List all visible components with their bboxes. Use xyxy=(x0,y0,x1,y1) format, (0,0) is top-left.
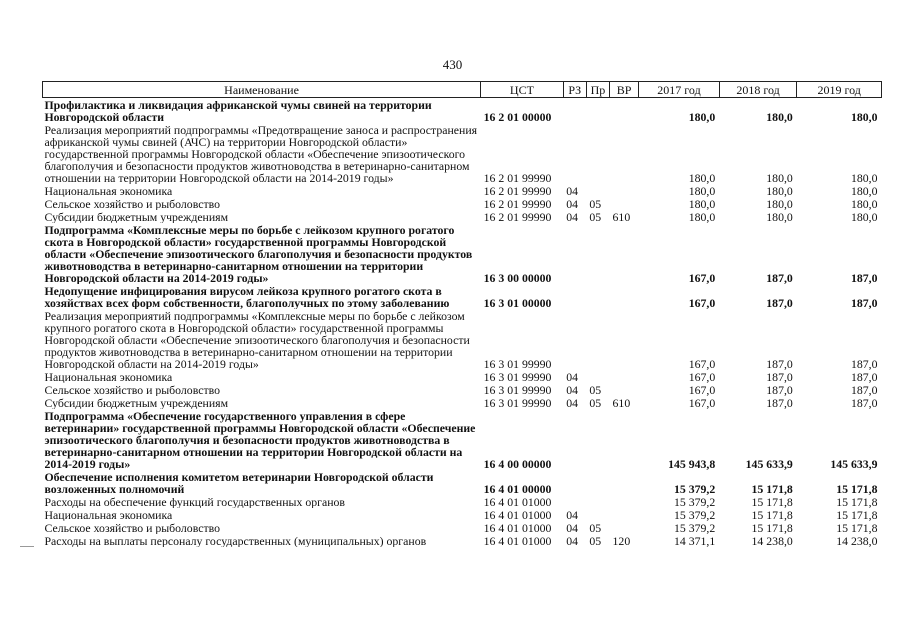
cell-y2018: 15 171,8 xyxy=(751,495,793,508)
cell-y2017: 145 943,8 xyxy=(668,457,716,470)
cell-y2019: 187,0 xyxy=(850,296,878,309)
cell-cst: 16 3 01 00000 xyxy=(483,296,552,309)
cell-cst: 16 4 01 01000 xyxy=(483,534,552,547)
cell-vr: 610 xyxy=(612,396,631,409)
cell-cst: 16 4 01 00000 xyxy=(483,482,552,495)
header-pr: Пр xyxy=(586,82,609,98)
cell-pr xyxy=(586,284,609,309)
cell-y2019: 145 633,9 xyxy=(830,457,878,470)
cell-y2017: 180,0 xyxy=(688,197,716,210)
cell-name: Подпрограмма «Обеспечение государственного управления в сфере ветеринарии» государственной программы Новгородской области «Обеспечение эпизоотического благополучия и безопасности продуктов животноводства в ветеринарно-санитарном отношении на территории Новгородской области на 2014-2019 годы» xyxy=(44,409,476,470)
cell-pr xyxy=(586,184,609,197)
table-row xyxy=(43,470,882,495)
cell-y2019: 187,0 xyxy=(850,370,878,383)
cell-y2017: 15 379,2 xyxy=(673,521,716,534)
table-row xyxy=(43,309,882,370)
cell-rz xyxy=(563,470,586,495)
page-number: 430 xyxy=(442,57,463,72)
cell-y2017: 167,0 xyxy=(688,370,716,383)
cell-y2017: 167,0 xyxy=(688,357,716,370)
cell-pr: 05 xyxy=(589,197,602,210)
cell-y2019: 14 238,0 xyxy=(836,534,878,547)
table-row xyxy=(43,383,882,396)
cell-rz: 04 xyxy=(566,197,578,210)
cell-vr xyxy=(610,309,639,370)
cell-cst: 16 2 01 99990 xyxy=(483,184,552,197)
cell-y2019: 187,0 xyxy=(850,383,878,396)
table-row xyxy=(43,396,882,409)
cell-vr xyxy=(610,184,639,197)
cell-rz: 04 xyxy=(566,508,578,521)
cell-pr xyxy=(586,309,609,370)
cell-rz xyxy=(563,223,586,284)
cell-vr xyxy=(610,495,639,508)
cell-y2018: 187,0 xyxy=(766,383,793,396)
cell-y2017: 180,0 xyxy=(688,184,716,197)
cell-name: Сельское хозяйство и рыболовство xyxy=(44,521,220,534)
table-body xyxy=(43,98,882,548)
cell-vr xyxy=(610,223,639,284)
cell-cst: 16 3 01 99990 xyxy=(483,370,552,383)
cell-y2019: 15 171,8 xyxy=(836,508,878,521)
cell-name: Профилактика и ликвидация африканской чумы свиней на территории Новгородской области xyxy=(44,98,432,123)
header-cst: ЦСТ xyxy=(481,82,564,98)
cell-y2017: 180,0 xyxy=(688,171,716,184)
cell-y2019: 15 171,8 xyxy=(836,495,878,508)
cell-y2018: 187,0 xyxy=(766,357,793,370)
table-row xyxy=(43,98,882,124)
cell-cst: 16 2 01 00000 xyxy=(483,110,552,123)
cell-rz: 04 xyxy=(566,184,578,197)
cell-cst: 16 4 01 01000 xyxy=(483,508,552,521)
cell-cst: 16 3 00 00000 xyxy=(483,271,552,284)
cell-name: Реализация мероприятий подпрограммы «Комплексные меры по борьбе с лейкозом крупного рогатого скота в Новгородской области» государственной программы Новгородской области «Обеспечение эпизоотического благополучия и безопасности продуктов животноводства в ветеринарно-санитарном отношении на территории Новгородской области на 2014-2019 годы» xyxy=(44,309,470,370)
cell-name: Национальная экономика xyxy=(44,184,173,197)
cell-rz: 04 xyxy=(566,534,578,547)
cell-vr: 120 xyxy=(612,534,631,547)
table-row xyxy=(43,495,882,508)
table-header-row xyxy=(43,82,882,98)
cell-pr: 05 xyxy=(589,210,602,223)
cell-rz xyxy=(563,309,586,370)
cell-vr xyxy=(610,98,639,124)
cell-vr xyxy=(610,284,639,309)
table-row xyxy=(43,534,882,547)
cell-pr xyxy=(586,495,609,508)
header-vr: ВР xyxy=(610,82,639,98)
cell-y2019: 180,0 xyxy=(850,110,878,123)
cell-y2017: 180,0 xyxy=(688,110,716,123)
cell-cst: 16 4 00 00000 xyxy=(483,457,552,470)
cell-y2018: 180,0 xyxy=(766,197,793,210)
header-2018: 2018 год xyxy=(719,82,797,98)
cell-name: Обеспечение исполнения комитетом ветеринарии Новгородской области возложенных полномочий xyxy=(44,470,434,495)
cell-y2018: 14 238,0 xyxy=(751,534,793,547)
cell-y2017: 167,0 xyxy=(688,396,716,409)
cell-vr xyxy=(610,521,639,534)
cell-name: Сельское хозяйство и рыболовство xyxy=(44,383,220,396)
cell-name: Сельское хозяйство и рыболовство xyxy=(44,197,220,210)
cell-name: Национальная экономика xyxy=(44,508,173,521)
cell-rz: 04 xyxy=(566,370,578,383)
cell-vr: 610 xyxy=(612,210,631,223)
cell-name: Национальная экономика xyxy=(44,370,173,383)
header-name: Наименование xyxy=(43,82,481,98)
table-row xyxy=(43,409,882,470)
cell-y2019: 187,0 xyxy=(850,271,878,284)
table-row xyxy=(43,223,882,284)
cell-y2017: 167,0 xyxy=(688,383,716,396)
cell-pr xyxy=(586,223,609,284)
cell-name: Реализация мероприятий подпрограммы «Предотвращение заноса и распространения африканской чумы свиней (АЧС) на территории Новгородской области» государственной программы Новгородской области «Обеспечение эпизоотического благополучия и безопасности продуктов животноводства в ветеринарно-санитарном отношении на территории Новгородской области на 2014-2019 годы» xyxy=(44,123,478,184)
cell-y2018: 145 633,9 xyxy=(745,457,793,470)
margin-mark xyxy=(20,546,34,547)
cell-y2018: 187,0 xyxy=(766,296,793,309)
cell-cst: 16 3 01 99990 xyxy=(483,383,552,396)
header-2019: 2019 год xyxy=(797,82,882,98)
cell-pr xyxy=(586,370,609,383)
header-2017: 2017 год xyxy=(639,82,720,98)
cell-name: Субсидии бюджетным учреждениям xyxy=(44,396,229,409)
table-row xyxy=(43,508,882,521)
cell-pr xyxy=(586,508,609,521)
cell-cst: 16 4 01 01000 xyxy=(483,521,552,534)
header-rz: РЗ xyxy=(563,82,586,98)
cell-y2017: 180,0 xyxy=(688,210,716,223)
cell-pr: 05 xyxy=(589,521,602,534)
cell-name: Недопущение инфицирования вирусом лейкоза крупного рогатого скота в хозяйствах всех форм собственности, благополучных по этому заболеванию xyxy=(44,284,450,309)
cell-y2019: 187,0 xyxy=(850,396,878,409)
cell-pr: 05 xyxy=(589,396,602,409)
cell-y2018: 15 171,8 xyxy=(751,508,793,521)
cell-y2018: 180,0 xyxy=(766,110,793,123)
cell-rz: 04 xyxy=(566,396,578,409)
cell-y2018: 180,0 xyxy=(766,210,793,223)
cell-vr xyxy=(610,508,639,521)
cell-pr xyxy=(586,98,609,124)
cell-rz xyxy=(563,409,586,470)
cell-name: Субсидии бюджетным учреждениям xyxy=(44,210,229,223)
table-row xyxy=(43,197,882,210)
cell-vr xyxy=(610,383,639,396)
cell-cst: 16 3 01 99990 xyxy=(483,357,552,370)
cell-y2019: 180,0 xyxy=(850,171,878,184)
cell-pr xyxy=(586,409,609,470)
cell-y2019: 15 171,8 xyxy=(836,482,878,495)
cell-vr xyxy=(610,197,639,210)
cell-vr xyxy=(610,409,639,470)
cell-pr xyxy=(586,123,609,184)
cell-y2017: 15 379,2 xyxy=(673,508,716,521)
cell-vr xyxy=(610,123,639,184)
table-row xyxy=(43,123,882,184)
cell-cst: 16 2 01 99990 xyxy=(483,210,552,223)
cell-cst: 16 2 01 99990 xyxy=(483,171,552,184)
cell-rz: 04 xyxy=(566,521,578,534)
cell-y2018: 15 171,8 xyxy=(751,482,793,495)
cell-vr xyxy=(610,370,639,383)
table-row xyxy=(43,184,882,197)
cell-name: Подпрограмма «Комплексные меры по борьбе с лейкозом крупного рогатого скота в Новгородской области» государственной программы Новгородской области «Обеспечение эпизоотического благополучия и безопасности продуктов животноводства в ветеринарно-санитарном отношении на территории Новгородской области на 2014-2019 годы» xyxy=(44,223,473,284)
cell-cst: 16 3 01 99990 xyxy=(483,396,552,409)
cell-y2018: 180,0 xyxy=(766,184,793,197)
cell-y2019: 15 171,8 xyxy=(836,521,878,534)
cell-rz xyxy=(563,495,586,508)
cell-y2019: 180,0 xyxy=(850,184,878,197)
table-row xyxy=(43,521,882,534)
cell-name: Расходы на обеспечение функций государственных органов xyxy=(44,495,345,508)
cell-pr: 05 xyxy=(589,383,602,396)
cell-name: Расходы на выплаты персоналу государственных (муниципальных) органов xyxy=(44,534,427,547)
cell-y2018: 187,0 xyxy=(766,396,793,409)
cell-rz xyxy=(563,284,586,309)
cell-y2017: 15 379,2 xyxy=(673,482,716,495)
cell-y2019: 187,0 xyxy=(850,357,878,370)
table-row xyxy=(43,370,882,383)
cell-rz xyxy=(563,123,586,184)
cell-y2018: 15 171,8 xyxy=(751,521,793,534)
cell-cst: 16 2 01 99990 xyxy=(483,197,552,210)
cell-rz: 04 xyxy=(566,210,578,223)
cell-y2017: 15 379,2 xyxy=(673,495,716,508)
cell-vr xyxy=(610,470,639,495)
cell-rz: 04 xyxy=(566,383,578,396)
cell-y2018: 187,0 xyxy=(766,271,793,284)
table-row xyxy=(43,284,882,309)
cell-y2017: 14 371,1 xyxy=(673,534,716,547)
cell-y2019: 180,0 xyxy=(850,210,878,223)
cell-cst: 16 4 01 01000 xyxy=(483,495,552,508)
cell-y2017: 167,0 xyxy=(688,271,716,284)
cell-pr: 05 xyxy=(589,534,602,547)
table-row xyxy=(43,210,882,223)
cell-rz xyxy=(563,98,586,124)
cell-y2018: 180,0 xyxy=(766,171,793,184)
cell-y2019: 180,0 xyxy=(850,197,878,210)
budget-table xyxy=(42,81,882,547)
cell-pr xyxy=(586,470,609,495)
cell-y2017: 167,0 xyxy=(688,296,716,309)
cell-y2018: 187,0 xyxy=(766,370,793,383)
